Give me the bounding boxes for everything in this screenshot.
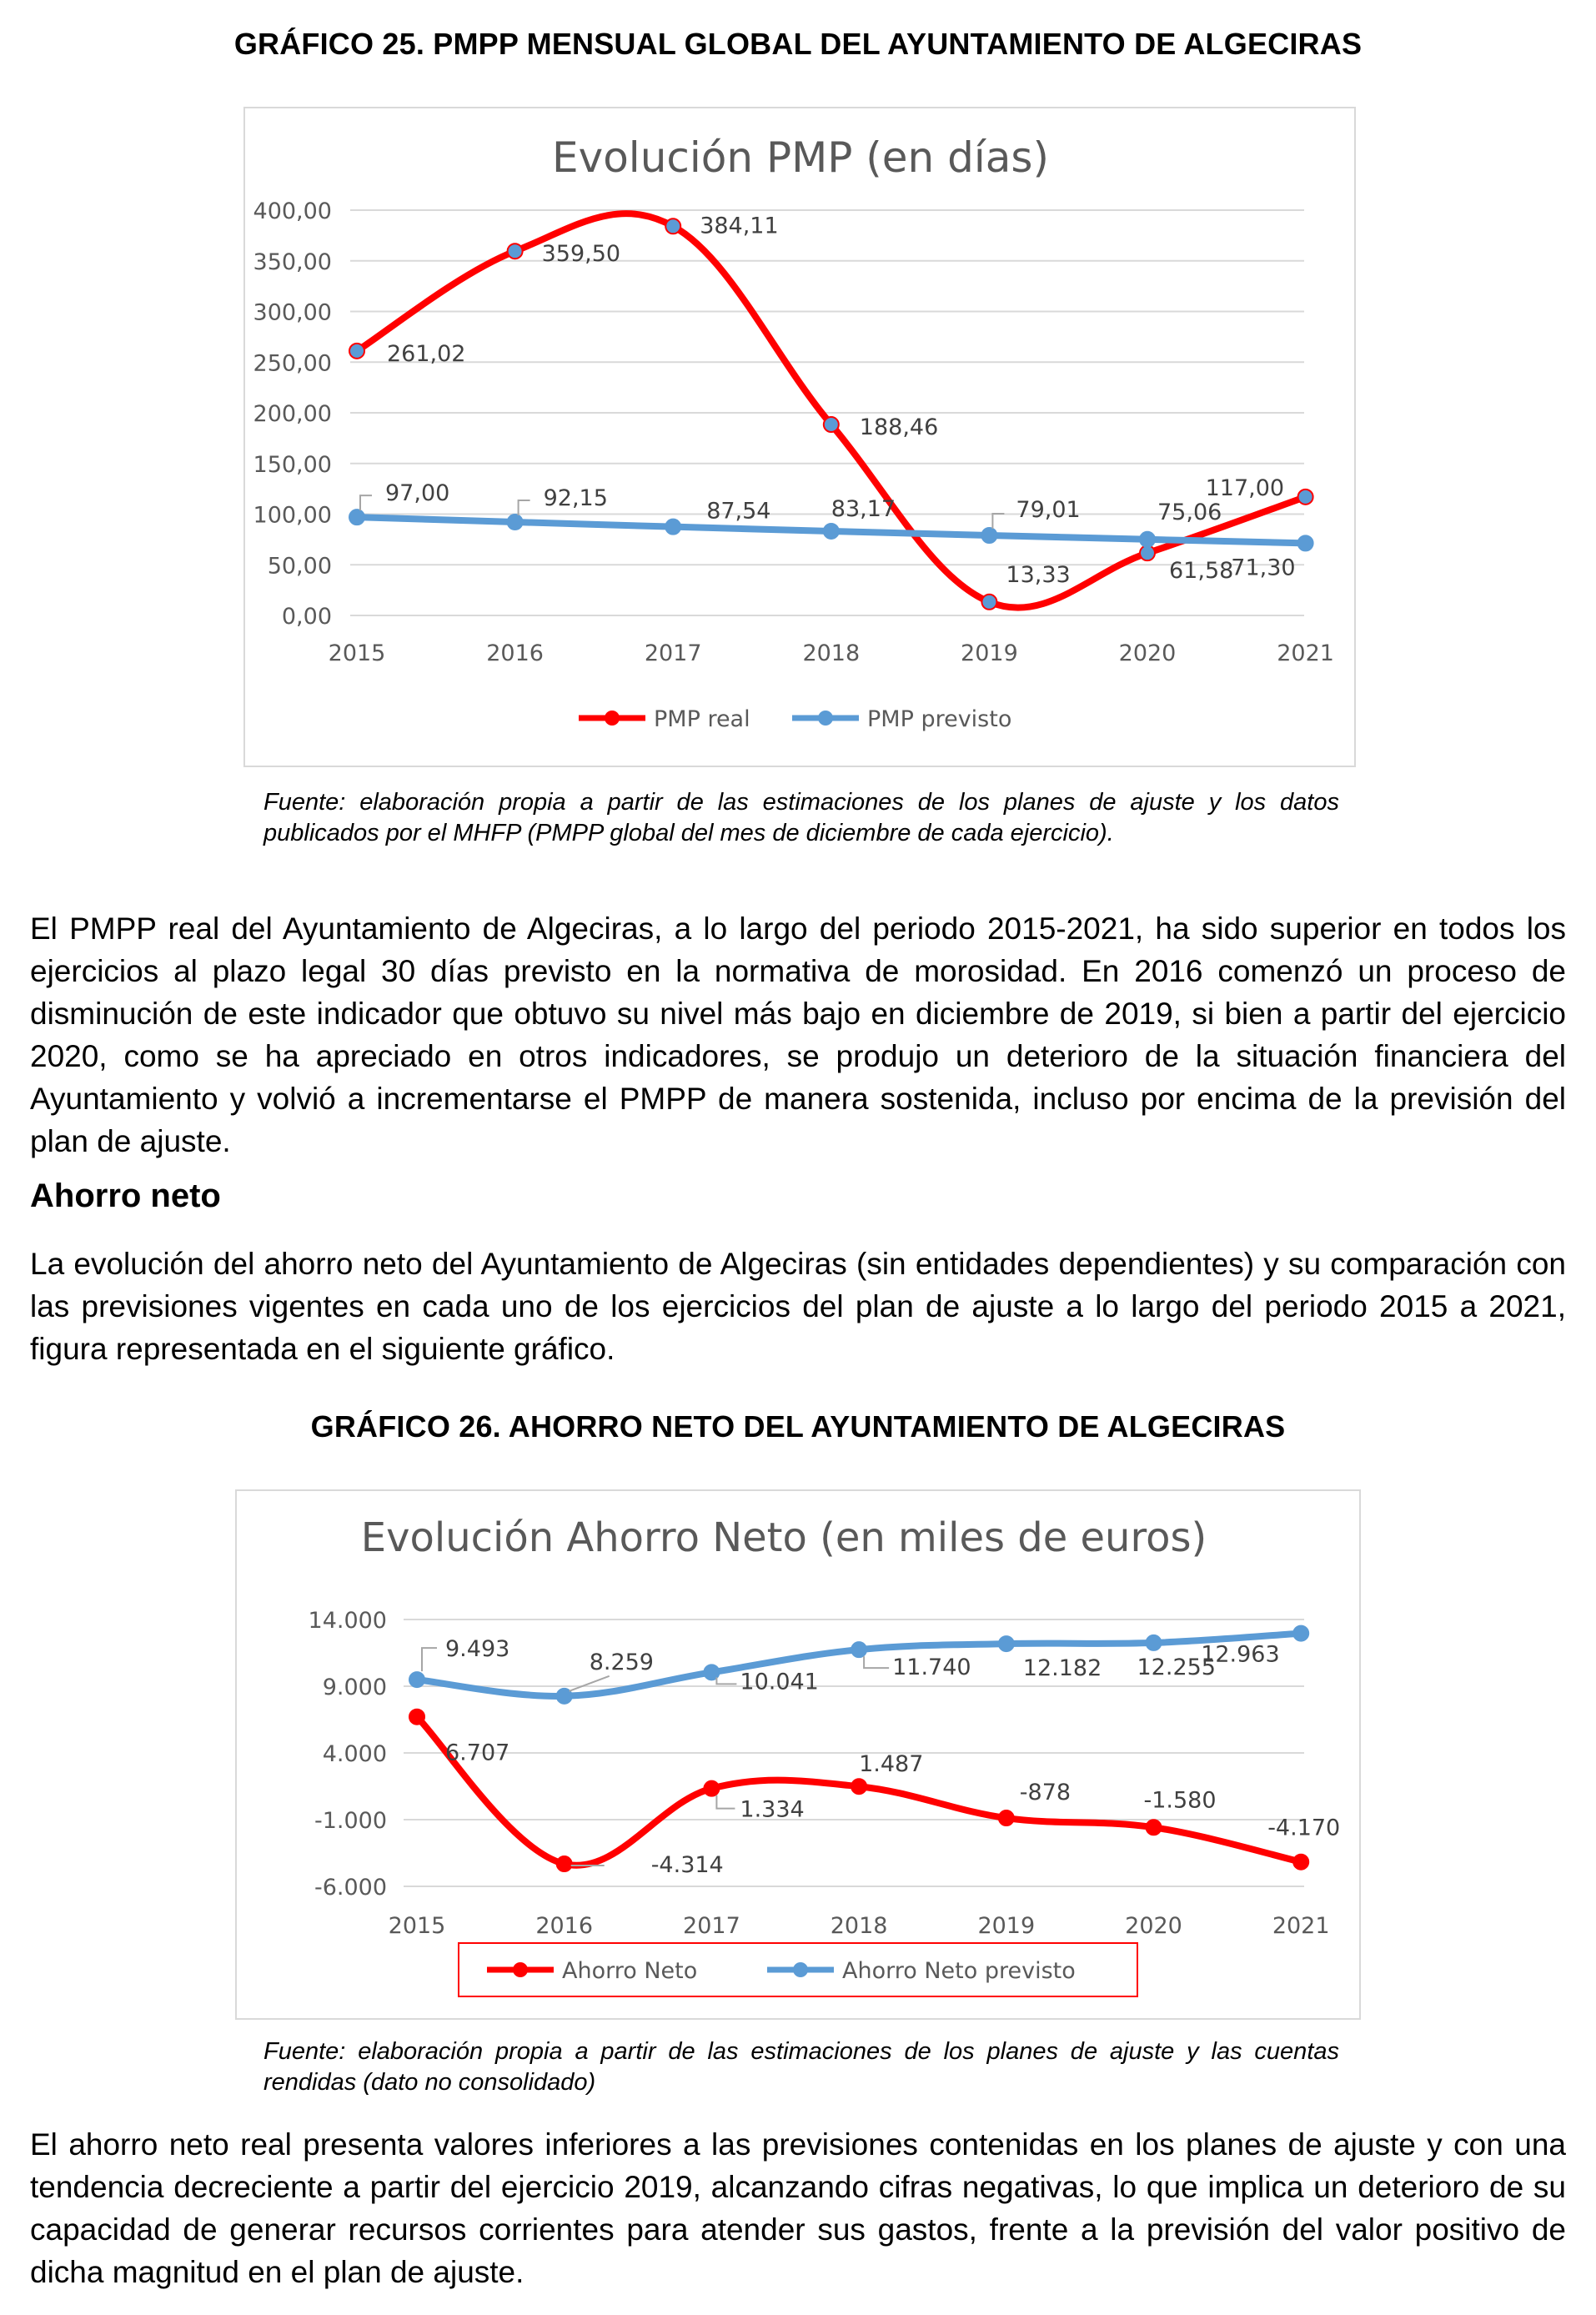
data-label: -878 [1019, 1780, 1072, 1806]
leader-line [360, 495, 372, 510]
chart-title: Evolución PMP (en días) [552, 133, 1049, 182]
legend-label: Ahorro Neto previsto [842, 1958, 1076, 1984]
data-label: 87,54 [706, 498, 771, 525]
data-label: -1.580 [1143, 1787, 1217, 1814]
data-label: 10.041 [740, 1669, 819, 1695]
y-tick-label: 100,00 [253, 502, 332, 529]
x-tick-label: 2015 [388, 1913, 446, 1939]
legend-label: PMP previsto [867, 706, 1012, 732]
legend-marker [605, 711, 620, 726]
data-point [1293, 1626, 1308, 1641]
x-tick-label: 2016 [535, 1913, 594, 1939]
legend-label: Ahorro Neto [562, 1958, 698, 1984]
leader-line [519, 500, 530, 515]
data-point [851, 1642, 866, 1657]
x-tick-label: 2017 [683, 1913, 740, 1939]
legend-marker [818, 711, 833, 726]
paragraph-pmpp: El PMPP real del Ayuntamiento de Algeciras, a lo largo del periodo 2015-2021, ha sido superior en todos los ejercicios al plazo legal 30 días previsto en la normativa de morosidad. En 2016 comenzó un proceso de disminución de este indicador que obtuvo su nivel más bajo en diciembre de 2019, si bien a partir del ejercicio 2020, como se ha apreciado en otros indicadores, se produjo un deterioro de la situación financiera del Ayuntamiento y volvió a incrementarse el PMPP de manera sostenida, incluso por encima de la previsión del plan de ajuste. [30, 911, 1566, 1158]
data-point [1298, 535, 1313, 550]
data-point [999, 1636, 1014, 1651]
x-tick-label: 2015 [328, 640, 386, 666]
data-label: 61,58 [1169, 558, 1234, 585]
leader-line [992, 514, 1004, 529]
data-point [981, 595, 996, 610]
x-tick-label: 2020 [1118, 640, 1177, 666]
data-point [409, 1672, 424, 1687]
x-tick-label: 2020 [1125, 1913, 1182, 1939]
data-label: 12.963 [1201, 1641, 1280, 1668]
legend-marker [513, 1962, 528, 1977]
data-label: -4.314 [650, 1852, 724, 1879]
data-point [1147, 1820, 1162, 1835]
data-point [1147, 1635, 1162, 1650]
data-label: 384,11 [700, 213, 779, 239]
data-label: 11.740 [892, 1655, 971, 1681]
x-tick-label: 2017 [644, 640, 702, 666]
x-tick-label: 2019 [961, 640, 1018, 666]
chart-title: Evolución Ahorro Neto (en miles de euros) [360, 1514, 1207, 1561]
data-point [557, 1856, 572, 1871]
y-tick-label: 350,00 [253, 249, 332, 275]
y-tick-label: -6.000 [314, 1875, 387, 1901]
data-point [508, 515, 523, 530]
data-label: 261,02 [387, 340, 466, 367]
data-point [349, 510, 364, 525]
y-tick-label: 14.000 [308, 1608, 387, 1634]
leader-line [716, 1677, 736, 1684]
data-label: 188,46 [859, 414, 939, 441]
data-label: 1.334 [740, 1796, 805, 1823]
figure-26-heading: GRÁFICO 26. AHORRO NETO DEL AYUNTAMIENTO DE ALGECIRAS [310, 1409, 1286, 1444]
x-tick-label: 2018 [802, 640, 861, 666]
data-point [349, 344, 364, 359]
data-label: 8.259 [589, 1649, 654, 1675]
data-label: 13,33 [1006, 561, 1071, 588]
data-point [1140, 532, 1155, 547]
data-point [851, 1779, 866, 1794]
data-label: 83,17 [831, 495, 896, 522]
leader-line [570, 1676, 610, 1691]
data-point [1293, 1855, 1308, 1870]
data-label: 12.255 [1137, 1654, 1216, 1680]
data-label: 75,06 [1157, 499, 1222, 525]
data-point [999, 1810, 1014, 1825]
figure-25-source: Fuente: elaboración propia a partir de las estimaciones de los planes de ajuste y los datos publicados por el MHFP (PMPP global del mes de diciembre de cada ejercicio). [263, 789, 1339, 846]
data-point [1140, 545, 1155, 560]
x-tick-label: 2019 [977, 1913, 1036, 1939]
data-label: 92,15 [543, 485, 608, 512]
data-label: -4.170 [1267, 1815, 1341, 1841]
paragraph-ahorro-intro: La evolución del ahorro neto del Ayuntamiento de Algeciras (sin entidades dependientes) y su comparación con las previsiones vigentes en cada uno de los ejercicios del plan de ajuste a lo largo del periodo 2015 a 2021, figura representada en el siguiente gráfico. [30, 1247, 1566, 1366]
y-tick-label: 250,00 [253, 350, 332, 377]
data-label: 97,00 [385, 480, 450, 507]
y-tick-label: 50,00 [267, 553, 332, 580]
data-point [1298, 490, 1313, 505]
paragraph-ahorro-conclusion: El ahorro neto real presenta valores inferiores a las previsiones contenidas en los planes de ajuste y con una tendencia decreciente a partir del ejercicio 2019, alcanzando cifras negativas, lo que implica un deterioro de su capacidad de generar recursos corrientes para atender sus gastos, frente a la previsión del valor positivo de dicha magnitud en el plan de ajuste. [30, 2127, 1566, 2289]
data-point [409, 1710, 424, 1725]
y-tick-label: 9.000 [322, 1675, 387, 1700]
legend-label: PMP real [654, 706, 750, 732]
ahorro-chart-svg [237, 1491, 1359, 2018]
data-label: 12.182 [1022, 1655, 1102, 1682]
data-label: 6.707 [445, 1740, 510, 1766]
y-tick-label: 4.000 [322, 1741, 387, 1767]
x-tick-label: 2021 [1277, 640, 1334, 666]
data-point [981, 528, 996, 543]
figure-25-heading: GRÁFICO 25. PMPP MENSUAL GLOBAL DEL AYUNTAMIENTO DE ALGECIRAS [233, 27, 1363, 61]
y-tick-label: -1.000 [314, 1808, 387, 1834]
data-point [704, 1781, 719, 1796]
leader-line [864, 1656, 889, 1668]
y-tick-label: 150,00 [253, 451, 332, 478]
pmp-chart-svg [245, 108, 1354, 766]
pmp-chart [243, 107, 1356, 767]
subheading-ahorro-neto: Ahorro neto [30, 1178, 221, 1214]
ahorro-chart [235, 1489, 1361, 2020]
series-line-1 [357, 213, 1306, 608]
data-label: 79,01 [1016, 497, 1081, 524]
y-tick-label: 0,00 [281, 604, 332, 630]
data-label: 9.493 [445, 1636, 510, 1663]
leader-line [716, 1795, 735, 1809]
x-tick-label: 2016 [486, 640, 544, 666]
data-label: 1.487 [859, 1751, 924, 1778]
x-tick-label: 2018 [830, 1913, 888, 1939]
legend-marker [793, 1962, 808, 1977]
data-label: 359,50 [541, 241, 621, 268]
data-point [665, 218, 680, 234]
x-tick-label: 2021 [1272, 1913, 1330, 1939]
data-point [824, 524, 839, 539]
data-point [824, 417, 839, 432]
data-point [508, 244, 523, 259]
data-label: 117,00 [1205, 475, 1285, 501]
data-label: 71,30 [1231, 555, 1296, 581]
y-tick-label: 200,00 [253, 401, 332, 427]
y-tick-label: 300,00 [253, 299, 332, 326]
y-tick-label: 400,00 [253, 198, 332, 224]
leader-line [422, 1648, 437, 1671]
data-point [665, 520, 680, 535]
figure-26-source: Fuente: elaboración propia a partir de las estimaciones de los planes de ajuste y las cuentas rendidas (dato no consolidado) [263, 2038, 1339, 2096]
